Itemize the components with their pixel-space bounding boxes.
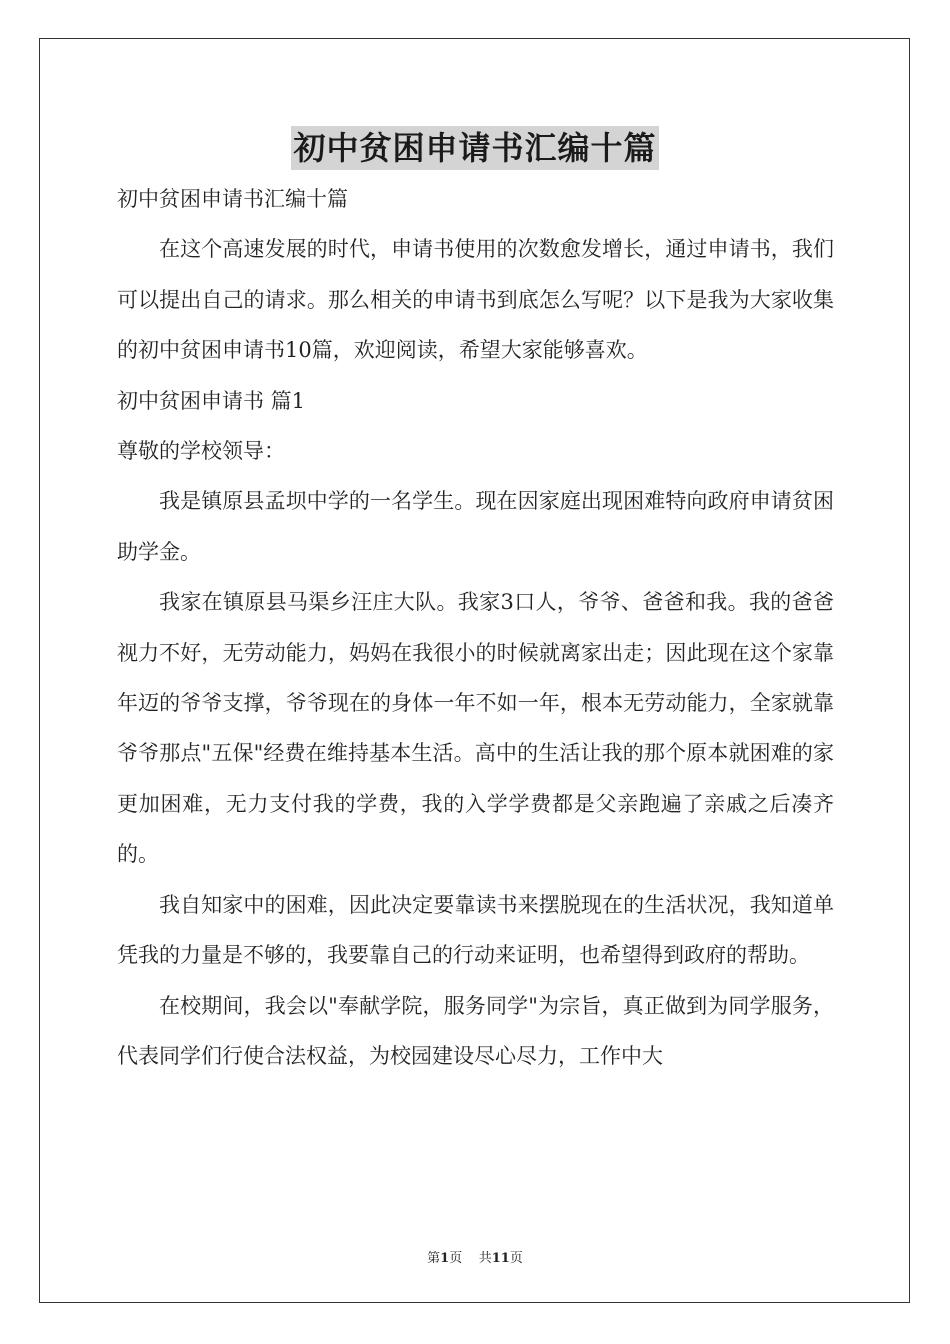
paragraph: 初中贫困申请书 篇1 bbox=[117, 388, 306, 413]
paragraph: 我家在镇原县马渠乡汪庄大队。我家3口人，爷爷、爸爸和我。我的爸爸视力不好，无劳动能力，妈妈在我很小的时候就离家出走；因此现在这个家靠年迈的爷爷支撑，爷爷现在的身体一年不如一年，根本无劳动能力，全家就靠爷爷那点"五保"经费在维持基本生活。高中的生活让我的那个原本就困难的家更加困难，无力支付我的学费，我的入学学费都是父亲跑遍了亲戚之后凑齐的。 bbox=[117, 590, 834, 867]
footer-middle: 页 共 bbox=[449, 1251, 492, 1266]
footer-page-number: 1 bbox=[440, 1251, 450, 1266]
paragraph: 我自知家中的困难，因此决定要靠读书来摆脱现在的生活状况，我知道单凭我的力量是不够的，我要靠自己的行动来证明，也希望得到政府的帮助。 bbox=[117, 892, 834, 968]
paragraph: 在校期间，我会以"奉献学院，服务同学"为宗旨，真正做到为同学服务，代表同学们行使合法权益，为校园建设尽心尽力，工作中大 bbox=[117, 993, 834, 1068]
footer-prefix: 第 bbox=[427, 1251, 441, 1266]
paragraph: 我是镇原县孟坝中学的一名学生。现在因家庭出现困难特向政府申请贫困助学金。 bbox=[117, 489, 834, 564]
paragraph: 初中贫困申请书汇编十篇 bbox=[117, 187, 348, 211]
document-body bbox=[117, 174, 834, 1081]
document-title: 初中贫困申请书汇编十篇 bbox=[291, 126, 658, 170]
footer-total-pages: 11 bbox=[491, 1251, 510, 1266]
footer-suffix: 页 bbox=[509, 1251, 523, 1266]
page-footer bbox=[0, 1247, 950, 1266]
paragraph: 在这个高速发展的时代，申请书使用的次数愈发增长，通过申请书，我们可以提出自己的请求。那么相关的申请书到底怎么写呢？以下是我为大家收集的初中贫困申请书10篇，欢迎阅读，希望大家能够喜欢。 bbox=[117, 237, 834, 363]
title-wrap bbox=[0, 126, 950, 170]
paragraph: 尊敬的学校领导： bbox=[117, 439, 285, 464]
